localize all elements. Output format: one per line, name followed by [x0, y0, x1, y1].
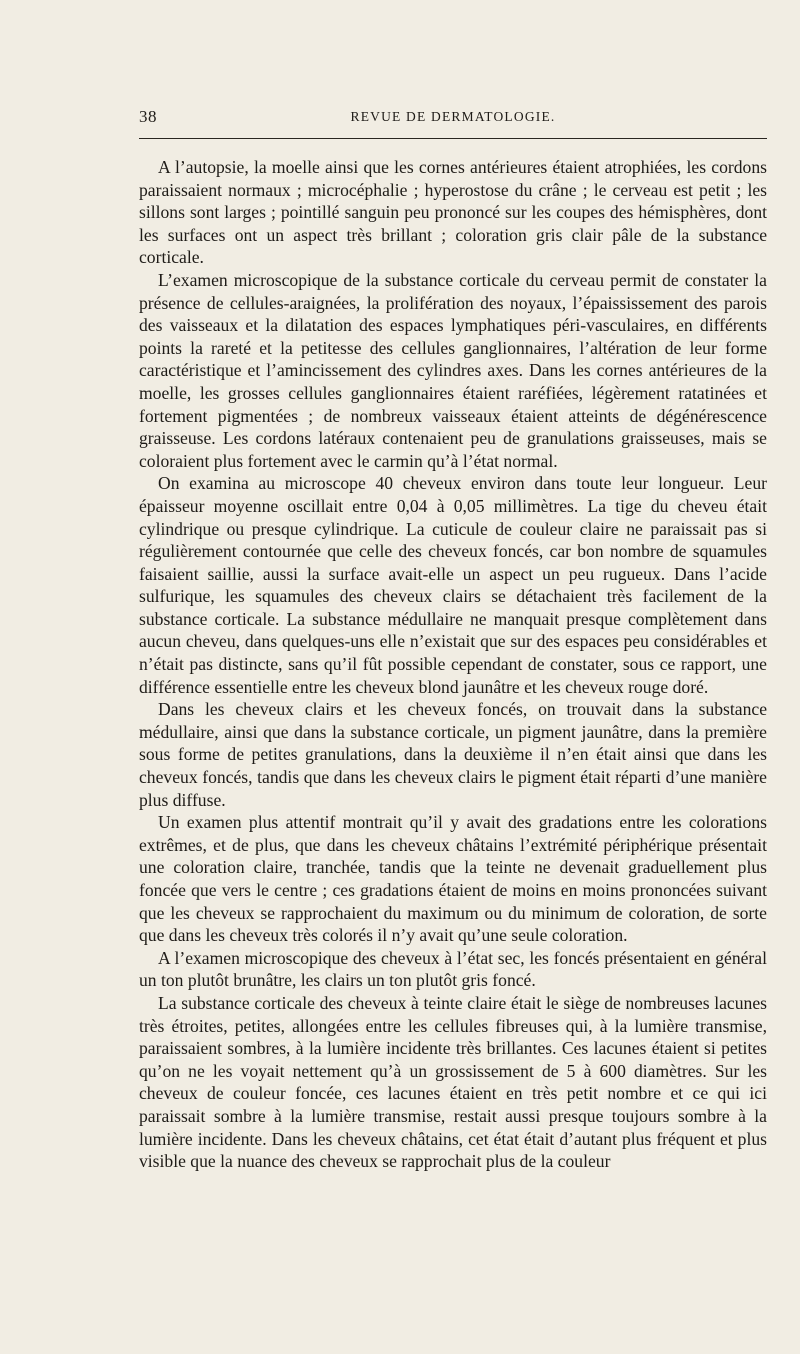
paragraph-pigment: Dans les cheveux clairs et les cheveux foncés, on trouvait dans la substance médullaire, ainsi que dans la substance corticale, un pigment jaunâtre, dans la première sous forme de petites granulations, dans la deuxième il n’en était ainsi que dans les cheveux foncés, tandis que dans les cheveux clairs le pigment était réparti d’une manière plus diffuse. [139, 699, 767, 810]
paragraph-lacunae: La substance corticale des cheveux à teinte claire était le siège de nombreuses lacunes très étroites, petites, allongées entre les cellules fibreuses qui, à la lumière transmise, paraissaient sombres, à la lumière incidente très brillantes. Ces lacunes étaient si petites qu’on ne les voyait nettement qu’à un grossissement de 5 à 600 diamètres. Sur les cheveux de couleur foncée, ces lacunes étaient en très petit nombre et ce qui ici paraissait sombre à la lumière transmise, restait aussi presque toujours sombre à la lumière incidente. Dans les cheveux châtains, cet état était d’autant plus fréquent et plus visible que la nuance des cheveux se rapprochait plus de la couleur [139, 992, 767, 1172]
paragraph-dry-state: A l’examen microscopique des cheveux à l’état sec, les foncés présentaient en général un ton plutôt brunâtre, les clairs un ton plutôt gris foncé. [139, 947, 767, 991]
header-rule [139, 138, 767, 139]
paragraph-hair-microscope: On examina au microscope 40 cheveux environ dans toute leur longueur. Leur épaisseur moyenne oscillait entre 0,04 à 0,05 millimètres. La tige du cheveu était cylindrique ou presque cylindrique. La cuticule de couleur claire ne paraissait pas si régulièrement contournée que celle des cheveux foncés, car bon nombre de squamules faisaient saillie, aussi la surface avait-elle un aspect un peu rugueux. Dans l’acide sulfurique, les squamules des cheveux clairs se détachaient très facilement de la substance corticale. La substance médullaire ne manquait presque complètement dans aucun cheveu, dans quelques-uns elle n’existait que sur des espaces peu considérables et n’était pas distincte, sans qu’il fût possible cependant de constater, sous ce rapport, une différence essentielle entre les cheveux blond jaunâtre et les cheveux rouge doré. [139, 473, 767, 697]
body-text [139, 156, 767, 1173]
journal-title: REVUE DE DERMATOLOGIE. [350, 109, 556, 124]
paragraph-autopsy: A l’autopsie, la moelle ainsi que les cornes antérieures étaient atrophiées, les cordons paraissaient normaux ; microcéphalie ; hyperostose du crâne ; le cerveau est petit ; les sillons sont larges ; pointillé sanguin peu prononcé sur les coupes des hémisphères, dont les surfaces ont un aspect très brillant ; coloration gris clair pâle de la substance corticale. [139, 157, 767, 268]
page-number: 38 [139, 107, 157, 126]
running-head [139, 107, 767, 129]
paragraph-gradations: Un examen plus attentif montrait qu’il y avait des gradations entre les colorations extrêmes, et de plus, que dans les cheveux châtains l’extrémité périphérique présentait une coloration claire, tranchée, tandis que la teinte ne devenait graduellement plus foncée que vers le centre ; ces gradations étaient de moins en moins prononcées suivant que les cheveux se rapprochaient du maximum ou du minimum de coloration, de sorte que dans les cheveux très colorés il n’y avait qu’une seule coloration. [139, 812, 767, 946]
paragraph-cortex-exam: L’examen microscopique de la substance corticale du cerveau permit de constater la présence de cellules-araignées, la prolifération des noyaux, l’épaississement des parois des vaisseaux et la dilatation des espaces lymphatiques péri-vasculaires, en différents points la rareté et la petitesse des cellules ganglionnaires, l’altération de leur forme caractéristique et l’amincissement des cylindres axes. Dans les cornes antérieures de la moelle, les grosses cellules ganglionnaires étaient raréfiées, légèrement ratatinées et fortement pigmentées ; de nombreux vaisseaux étaient atteints de dégénérescence graisseuse. Les cordons latéraux contenaient peu de granulations graisseuses, mais se coloraient plus fortement avec le carmin qu’à l’état normal. [139, 269, 767, 471]
